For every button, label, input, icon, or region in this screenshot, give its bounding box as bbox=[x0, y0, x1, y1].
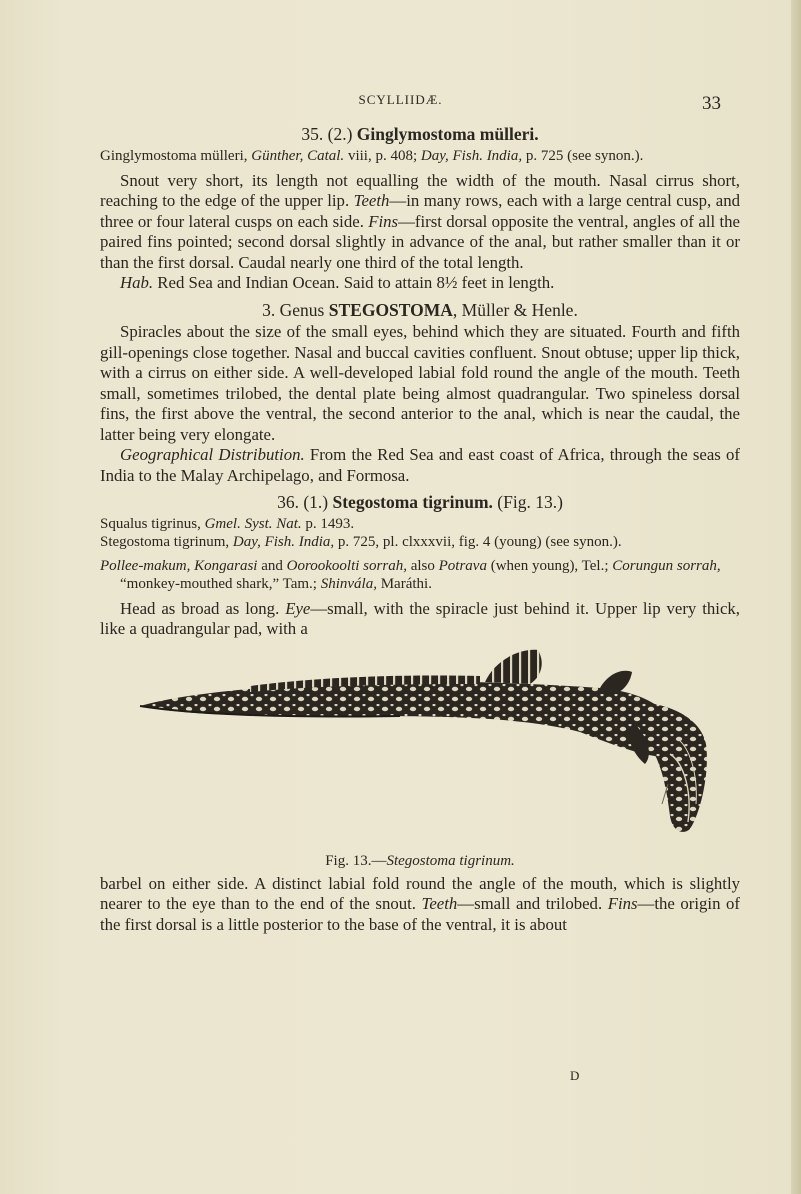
signature-mark: D bbox=[570, 1068, 580, 1083]
vern-text: also bbox=[406, 557, 439, 574]
shark-head bbox=[620, 701, 707, 831]
species-35-description bbox=[100, 171, 740, 274]
running-head: SCYLLIIDÆ. bbox=[358, 92, 443, 107]
figure-caption bbox=[100, 851, 740, 872]
para-term: Teeth bbox=[421, 894, 458, 913]
vern-text: Maráthi. bbox=[376, 575, 432, 592]
habitat-text: Red Sea and Indian Ocean. Said to attain 8½ feet in length. bbox=[153, 273, 555, 292]
syn-text: p. 725 (see synon.). bbox=[522, 147, 644, 164]
genus-description: Spiracles about the size of the small eyes, behind which they are situated. Fourth and fifth gill-openings close together. Nasal and buccal cavities confluent. Snout obtuse; upper lip thick, with a cirrus on either side. A well-developed labial fold round the angle of the mouth. Teeth small, sometimes trilobed, the dental plate being almost quadrangular. Two spineless dorsal fins, the first above the ventral, the second anterior to the anal, which is near the caudal, the latter being very elongate. bbox=[100, 322, 740, 444]
vern-name: Corungun sorrah, bbox=[612, 557, 721, 574]
species-36-description-2 bbox=[100, 874, 740, 936]
species-36-synonym-2 bbox=[100, 533, 740, 551]
para-text: —the origin of the first dorsal is a little posterior to the base of the ventral, it is about bbox=[100, 894, 740, 934]
syn-text: p. 725, pl. clxxxvii, fig. 4 (young) (see synon.). bbox=[334, 533, 622, 550]
syn-text: Stegostoma tigrinum, bbox=[100, 533, 233, 550]
page-edge bbox=[791, 0, 801, 1194]
genus-distribution bbox=[100, 445, 740, 486]
species-35-number: 35. (2.) bbox=[301, 124, 353, 144]
para-text: —in many rows, each with a large central cusp, and three or four lateral cusps on each side. bbox=[100, 191, 740, 231]
para-text: Snout very short, its length not equalling the width of the mouth. Nasal cirrus short, reaching to the edge of the upper lip. bbox=[100, 170, 740, 210]
species-35-synonymy bbox=[100, 147, 740, 165]
vern-text: (when young), Tel.; bbox=[486, 557, 613, 574]
vern-name: Potrava bbox=[438, 557, 487, 574]
genus-heading bbox=[100, 300, 740, 321]
para-term: Fins bbox=[607, 894, 638, 913]
species-35-habitat bbox=[100, 273, 740, 294]
para-text: —small, with the spiracle just behind it. Upper lip very thick, like a quadrangular pad, with a bbox=[100, 598, 740, 638]
page-body bbox=[100, 124, 740, 935]
syn-citation: Day, Fish. India, bbox=[420, 147, 523, 164]
syn-citation: Gmel. Syst. Nat. bbox=[204, 515, 302, 532]
vern-name: Oorookoolti sorrah, bbox=[286, 557, 407, 574]
species-35-name: Ginglymostoma mülleri. bbox=[356, 124, 539, 144]
para-text: barbel on either side. A distinct labial fold round the angle of the mouth, which is slightly nearer to the eye than to the end of the snout. bbox=[100, 873, 740, 913]
para-term: Fins bbox=[368, 211, 399, 231]
para-text: —small and trilobed. bbox=[457, 894, 608, 913]
habitat-label: Hab. bbox=[120, 273, 154, 292]
syn-citation: Günther, Catal. bbox=[251, 147, 345, 164]
genus-name: STEGOSTOMA bbox=[328, 299, 453, 320]
page-number: 33 bbox=[702, 93, 721, 114]
species-36-heading bbox=[100, 492, 740, 513]
species-35-heading bbox=[100, 124, 740, 145]
syn-text: p. 1493. bbox=[301, 515, 355, 532]
species-36-name: Stegostoma tigrinum. bbox=[332, 492, 493, 512]
caption-number: Fig. 13.— bbox=[325, 853, 387, 869]
species-36-description-1 bbox=[100, 599, 740, 640]
para-text: Head as broad as long. bbox=[120, 598, 286, 618]
species-36-synonym-1 bbox=[100, 515, 740, 533]
distribution-label: Geographical Distribution. bbox=[120, 445, 305, 464]
syn-text: viii, p. 408; bbox=[344, 147, 421, 164]
genus-number: 3. Genus bbox=[262, 299, 329, 320]
para-term: Eye bbox=[285, 598, 311, 618]
vern-name: Shinvála, bbox=[320, 575, 377, 592]
distribution-text: From the Red Sea and east coast of Africa, through the seas of India to the Malay Archipelago, and Formosa. bbox=[100, 445, 740, 485]
para-term: Teeth bbox=[353, 191, 390, 210]
genus-authority: , Müller & Henle. bbox=[452, 299, 578, 320]
syn-text: Ginglymostoma mülleri, bbox=[100, 147, 252, 164]
syn-citation: Day, Fish. India, bbox=[232, 533, 335, 550]
syn-text: Squalus tigrinus, bbox=[100, 515, 205, 532]
vern-name: Pollee-makum, Kongarasi bbox=[100, 557, 258, 574]
para-text: —first dorsal opposite the ventral, angles of all the paired fins pointed; second dorsal slightly in advance of the anal, but rather smaller than it or than the first dorsal. Caudal nearly one third of the total length. bbox=[100, 211, 741, 272]
species-36-vernacular bbox=[100, 557, 740, 593]
vern-text: “monkey-mouthed shark,” Tam.; bbox=[120, 575, 321, 592]
species-36-number: 36. (1.) bbox=[277, 492, 329, 512]
figure-13 bbox=[100, 644, 740, 874]
vern-text: and bbox=[257, 557, 287, 574]
caption-species: Stegostoma tigrinum. bbox=[386, 853, 515, 869]
shark-illustration bbox=[100, 644, 740, 844]
species-36-figref: (Fig. 13.) bbox=[497, 492, 563, 512]
